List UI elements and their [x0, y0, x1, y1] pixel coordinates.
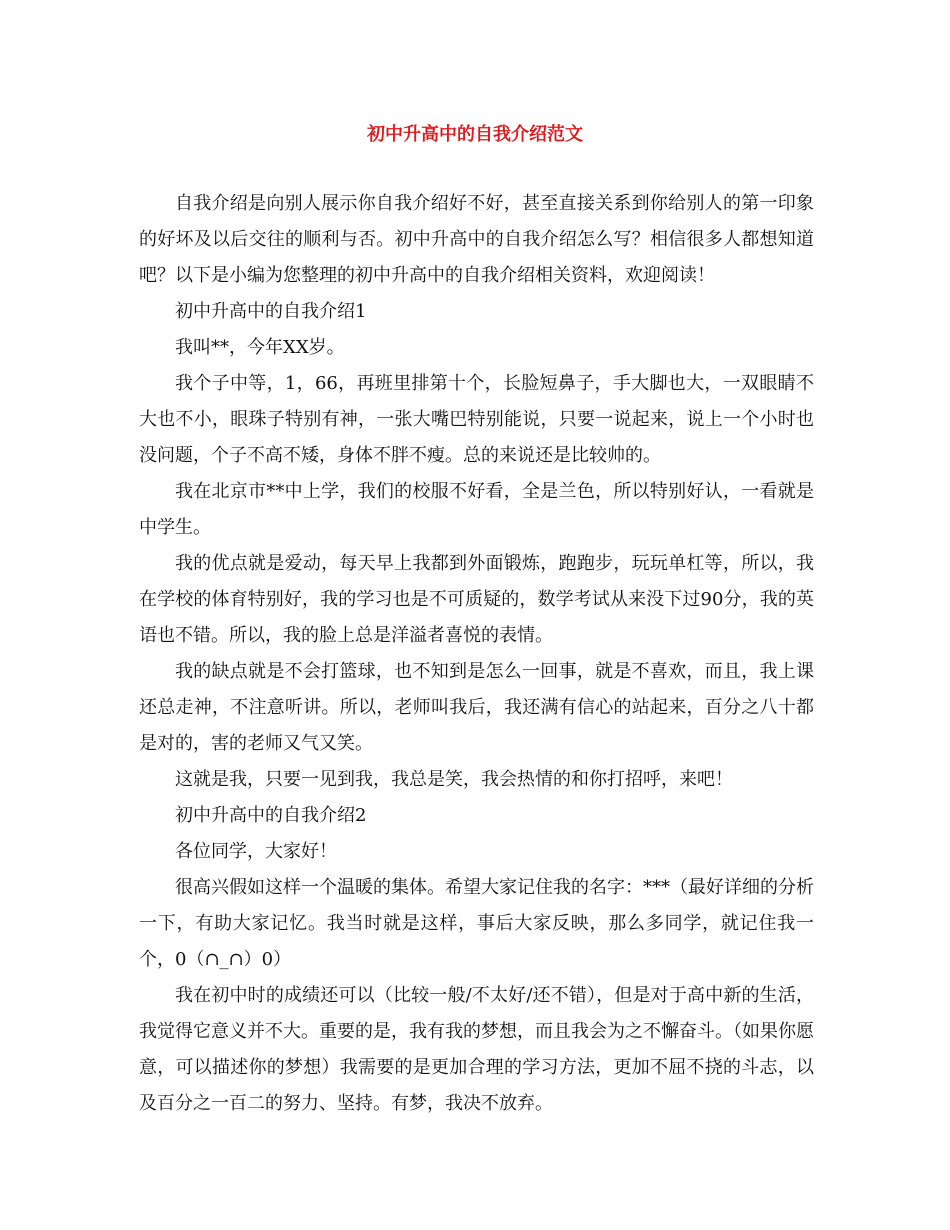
body-paragraph: 我个子中等，1，66，再班里排第十个，长脸短鼻子，手大脚也大，一双眼睛不大也不小，眼珠子特别有神，一张大嘴巴特别能说，只要一说起来，说上一个小时也没问题，个子不高不矮，身体不胖不瘦。总的来说还是比较帅的。: [139, 373, 814, 466]
body-paragraph: 我在初中时的成绩还可以（比较一般/不太好/还不错），但是对于高中新的生活，我觉得它意义并不大。重要的是，我有我的梦想，而且我会为之不懈奋斗。（如果你愿意，可以描述你的梦想）我需要的是更加合理的学习方法，更加不屈不挠的斗志，以及百分之一百二的努力、坚持。有梦，我决不放弃。: [139, 985, 814, 1114]
body-paragraph: 我在北京市**中上学，我们的校服不好看，全是兰色，所以特别好认，一看就是中学生。: [139, 481, 814, 538]
body-paragraph: 我的优点就是爱动，每天早上我都到外面锻炼，跑跑步，玩玩单杠等，所以，我在学校的体育特别好，我的学习也是不可质疑的，数学考试从来没下过90分，我的英语也不错。所以，我的脸上总是洋溢者喜悦的表情。: [139, 553, 814, 646]
document-body: [139, 186, 814, 1122]
body-paragraph: 很高兴假如这样一个温暖的集体。希望大家记住我的名字：***（最好详细的分析一下，有助大家记忆。我当时就是这样，事后大家反映，那么多同学，就记住我一个，0（∩_∩）0）: [139, 877, 814, 970]
body-paragraph: 这就是我，只要一见到我，我总是笑，我会热情的和你打招呼，来吧！: [175, 769, 733, 790]
intro-paragraph: 自我介绍是向别人展示你自我介绍好不好，甚至直接关系到你给别人的第一印象的好坏及以后交往的顺利与否。初中升高中的自我介绍怎么写？相信很多人都想知道吧？以下是小编为您整理的初中升高中的自我介绍相关资料，欢迎阅读！: [139, 193, 814, 286]
section-heading-2: 初中升高中的自我介绍2: [175, 805, 367, 826]
body-paragraph: 我叫**，今年XX岁。: [175, 337, 345, 358]
section-heading-1: 初中升高中的自我介绍1: [175, 301, 367, 322]
body-paragraph: 我的缺点就是不会打篮球，也不知到是怎么一回事，就是不喜欢，而且，我上课还总走神，不注意听讲。所以，老师叫我后，我还满有信心的站起来，百分之八十都是对的，害的老师又气又笑。: [139, 661, 814, 754]
page-title: 初中升高中的自我介绍范文: [367, 124, 583, 145]
body-paragraph: 各位同学，大家好！: [175, 841, 337, 862]
